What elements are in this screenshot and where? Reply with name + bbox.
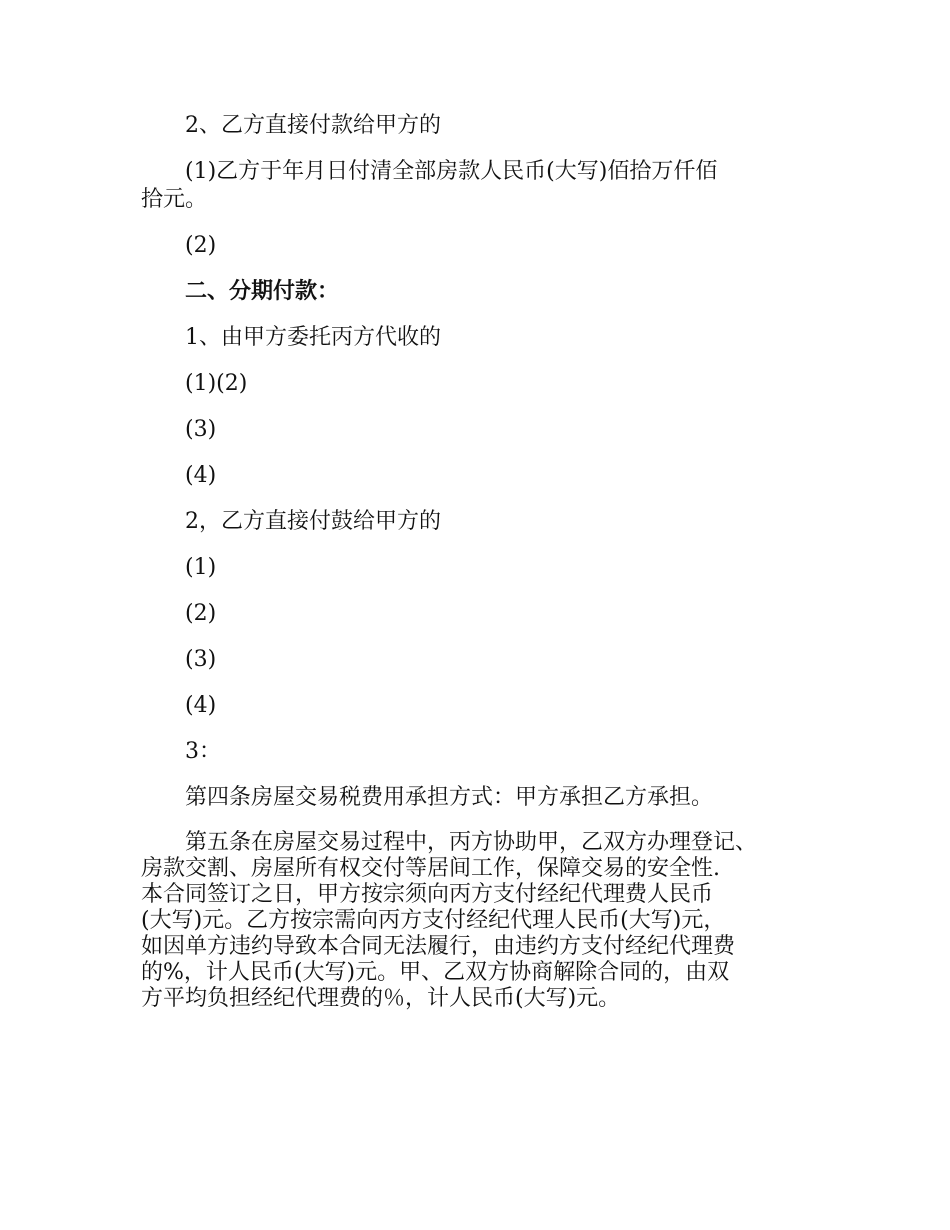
paragraph-item-2b: (2) [185, 601, 217, 626]
paragraph-article-4: 第四条房屋交易税费用承担方式：甲方承担乙方承担。 [185, 785, 714, 810]
paragraph-direct-payment-2: 2，乙方直接付鼓给甲方的 [185, 509, 441, 534]
paragraph-item-4: (4) [185, 463, 217, 488]
paragraph-article-5-line: 如因单方违约导致本合同无法履行，由违约方支付经纪代理费 [141, 934, 736, 959]
paragraph-article-5 [141, 830, 821, 1012]
paragraph-article-5-line: 方平均负担经纪代理费的％，计人民币(大写)元。 [141, 986, 621, 1011]
paragraph-item-4b: (4) [185, 693, 217, 718]
paragraph-items-1-2: (1)(2) [185, 371, 248, 396]
paragraph-article-5-line: 本合同签订之日，甲方按宗须向丙方支付经纪代理费人民币 [141, 882, 714, 907]
paragraph-item-3: (3) [185, 417, 217, 442]
paragraph-article-5-line: 第五条在房屋交易过程中，丙方协助甲，乙双方办理登记、 [185, 830, 758, 855]
paragraph-agent-collection: 1、由甲方委托丙方代收的 [185, 325, 441, 350]
paragraph-direct-payment: 2、乙方直接付款给甲方的 [185, 113, 441, 138]
paragraph-full-payment [141, 158, 821, 214]
paragraph-full-payment-line-1: (1)乙方于年月日付清全部房款人民币(大写)佰拾万仟佰 [185, 159, 718, 184]
paragraph-item-3b: (3) [185, 647, 217, 672]
document-page [141, 112, 821, 1030]
paragraph-article-5-line: 的%，计人民币(大写)元。甲、乙双方协商解除合同的，由双 [141, 960, 730, 985]
paragraph-item-1b: (1) [185, 555, 217, 580]
paragraph-article-5-line: (大写)元。乙方按宗需向丙方支付经纪代理人民币(大写)元， [141, 908, 726, 933]
section-heading-installments: 二、分期付款： [185, 279, 340, 304]
paragraph-article-5-line: 房款交割、房屋所有权交付等居间工作，保障交易的安全性. [141, 856, 720, 881]
paragraph-full-payment-line-2: 拾元。 [141, 187, 208, 212]
paragraph-item-3-colon: 3： [185, 739, 221, 764]
paragraph-item-2: (2) [185, 233, 217, 258]
